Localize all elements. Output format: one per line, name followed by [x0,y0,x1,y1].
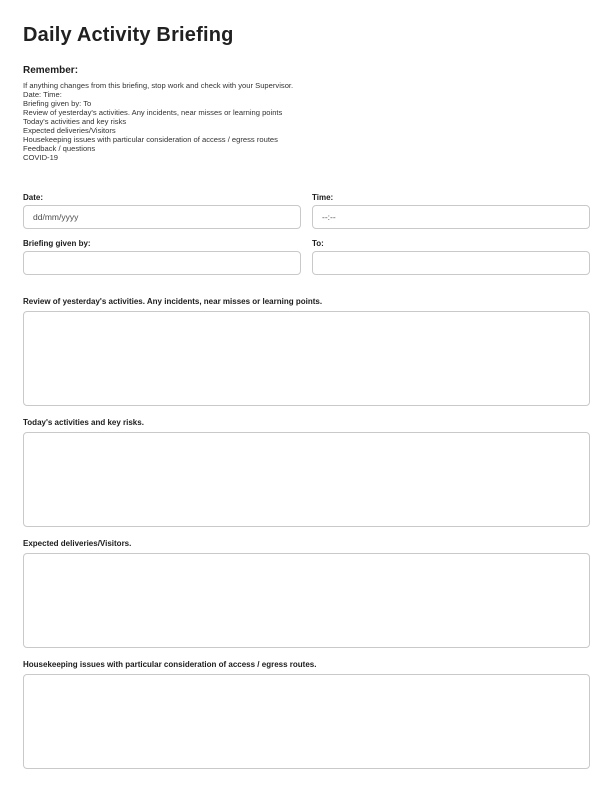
date-field-group [23,193,301,229]
time-label: Time: [312,193,334,202]
housekeeping-section [23,660,590,769]
briefing-given-by-label: Briefing given by: [23,239,91,248]
time-input[interactable] [312,205,590,229]
today-section [23,418,590,527]
remember-line: Briefing given by: To [23,99,92,108]
to-field-group [312,239,590,275]
briefing-given-by-field-group [23,239,301,275]
review-label: Review of yesterday's activities. Any incidents, near misses or learning points. [23,297,323,306]
remember-line: If anything changes from this briefing, stop work and check with your Supervisor. [23,81,294,90]
remember-line: Housekeeping issues with particular consideration of access / egress routes [23,135,278,144]
date-time-row [23,193,590,229]
briefing-given-by-input[interactable] [23,251,301,275]
remember-line: Today's activities and key risks [23,117,127,126]
review-section [23,297,590,406]
to-label: To: [312,239,324,248]
to-input[interactable] [312,251,590,275]
review-textarea[interactable] [23,311,590,406]
remember-line: Feedback / questions [23,144,96,153]
deliveries-label: Expected deliveries/Visitors. [23,539,132,548]
remember-line: Review of yesterday's activities. Any incidents, near misses or learning points [23,108,283,117]
today-textarea[interactable] [23,432,590,527]
remember-heading: Remember: [23,65,79,76]
briefing-row [23,239,590,275]
housekeeping-textarea[interactable] [23,674,590,769]
remember-line: Date: Time: [23,90,62,99]
deliveries-section [23,539,590,648]
remember-line: Expected deliveries/Visitors [23,126,116,135]
remember-intro [23,81,590,162]
date-input[interactable] [23,205,301,229]
page-title: Daily Activity Briefing [23,24,234,46]
date-label: Date: [23,193,44,202]
deliveries-textarea[interactable] [23,553,590,648]
remember-line: COVID-19 [23,153,59,162]
time-field-group [312,193,590,229]
housekeeping-label: Housekeeping issues with particular consideration of access / egress routes. [23,660,317,669]
today-label: Today's activities and key risks. [23,418,144,427]
